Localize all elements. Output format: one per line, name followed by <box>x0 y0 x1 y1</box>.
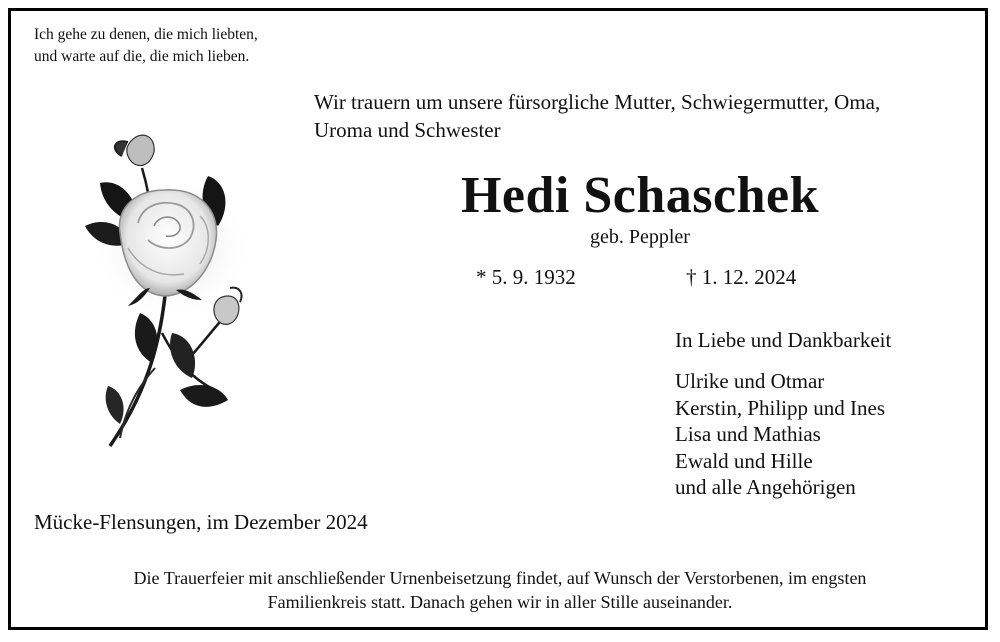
mourner-entry: und alle Angehörigen <box>675 475 856 499</box>
motto-line-1: Ich gehe zu denen, die mich liebten, <box>34 26 258 43</box>
notice-line-1: Die Trauerfeier mit anschließender Urnenbeisetzung findet, auf Wunsch der Verstorbenen, im engsten <box>133 568 867 588</box>
funeral-notice <box>40 566 960 614</box>
mourner-entry: Lisa und Mathias <box>675 422 821 446</box>
mourner-entry: Ulrike und Otmar <box>675 369 825 393</box>
motto-verse <box>34 24 258 68</box>
mourner-entry: Ewald und Hille <box>675 448 813 473</box>
birth-date: * 5. 9. 1932 <box>476 265 576 289</box>
birth-name: geb. Peppler <box>590 226 690 248</box>
place-and-date: Mücke-Flensungen, im Dezember 2024 <box>34 510 368 534</box>
notice-line-2: Familienkreis statt. Danach gehen wir in aller Stille auseinander. <box>267 592 733 612</box>
deceased-name: Hedi Schaschek <box>460 167 820 224</box>
rose-illustration <box>80 128 260 458</box>
intro-line-1: Wir trauern um unsere fürsorgliche Mutter, Schwiegermutter, Oma, <box>314 90 881 114</box>
intro-line-2: Uroma und Schwester <box>314 118 501 142</box>
mourners-list <box>675 368 885 501</box>
intro-text <box>314 88 880 144</box>
mourner-entry: Kerstin, Philipp und Ines <box>675 395 885 420</box>
death-date: † 1. 12. 2024 <box>686 265 797 289</box>
motto-line-2: und warte auf die, die mich lieben. <box>34 48 250 65</box>
signoff-text: In Liebe und Dankbarkeit <box>675 328 892 352</box>
